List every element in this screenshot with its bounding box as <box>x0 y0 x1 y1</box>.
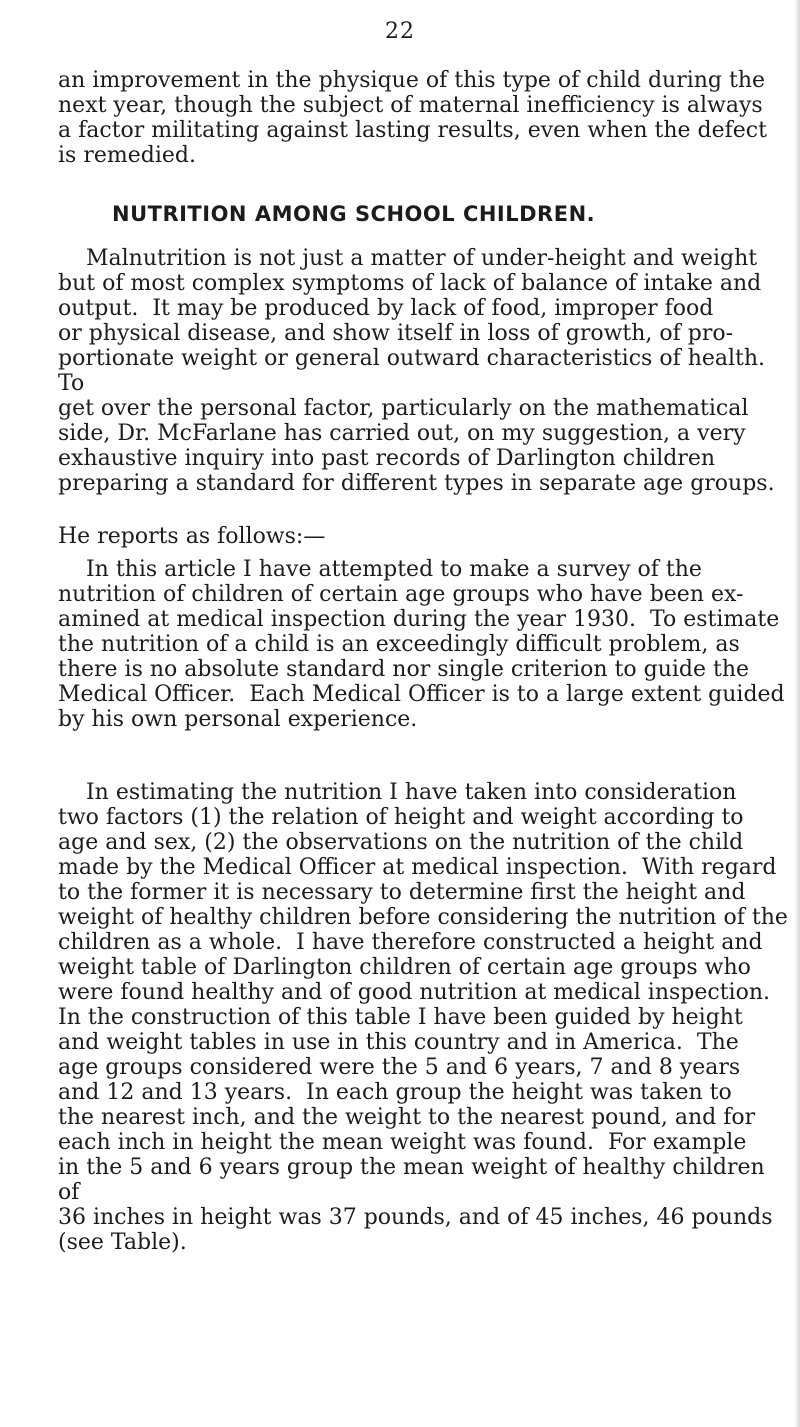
estimating-paragraph: In estimating the nutrition I have taken into consideration two factors (1) the relation of height and weight according to age and sex, (2) the observations on the nutrition of the child made by the Medical Officer at medical inspection. With regard to the former it is necessary to determine first the height and weight of healthy children before considering the nutrition of the children as a whole. I have therefore constructed a height and weight table of Darlington children of certain age groups who were found healthy and of good nutrition at medical inspection. In the construction of this table I have been guided by height and weight tables in use in this country and in America. The age groups considered were the 5 and 6 years, 7 and 8 years and 12 and 13 years. In each group the height was taken to the nearest inch, and the weight to the nearest pound, and for each inch in height the mean weight was found. For example in the 5 and 6 years group the mean weight of healthy children of 36 inches in height was 37 pounds, and of 45 inches, 46 pounds (see Table). <box>58 780 788 1255</box>
section-heading: NUTRITION AMONG SCHOOL CHILDREN. <box>112 202 596 226</box>
article-paragraph: In this article I have attempted to make a survey of the nutrition of children of certain age groups who have been ex- amined at medical inspection during the year 1930. To estimate the nutrition of a child is an exceedingly difficult problem, as there is no absolute standard nor single criterion to guide the Medical Officer. Each Medical Officer is to a large extent guided by his own personal experience. <box>58 557 785 732</box>
intro-paragraph: Malnutrition is not just a matter of under-height and weight but of most complex symptoms of lack of balance of intake and output. It may be produced by lack of food, improper food or physical disease, and show itself in loss of growth, of pro- portionate weight or general outward characteristics of health. To get over the personal factor, particularly on the mathematical side, Dr. McFarlane has carried out, on my suggestion, a very exhaustive inquiry into past records of Darlington children preparing a standard for different types in separate age groups. <box>58 246 775 496</box>
reports-line: He reports as follows:— <box>58 524 326 549</box>
page-edge-shadow <box>794 0 800 1427</box>
continued-paragraph: an improvement in the physique of this type of child during the next year, though the subject of maternal inefficiency is always a factor militating against lasting results, even when the defect is remedied. <box>58 68 767 168</box>
page-number: 22 <box>385 19 415 44</box>
